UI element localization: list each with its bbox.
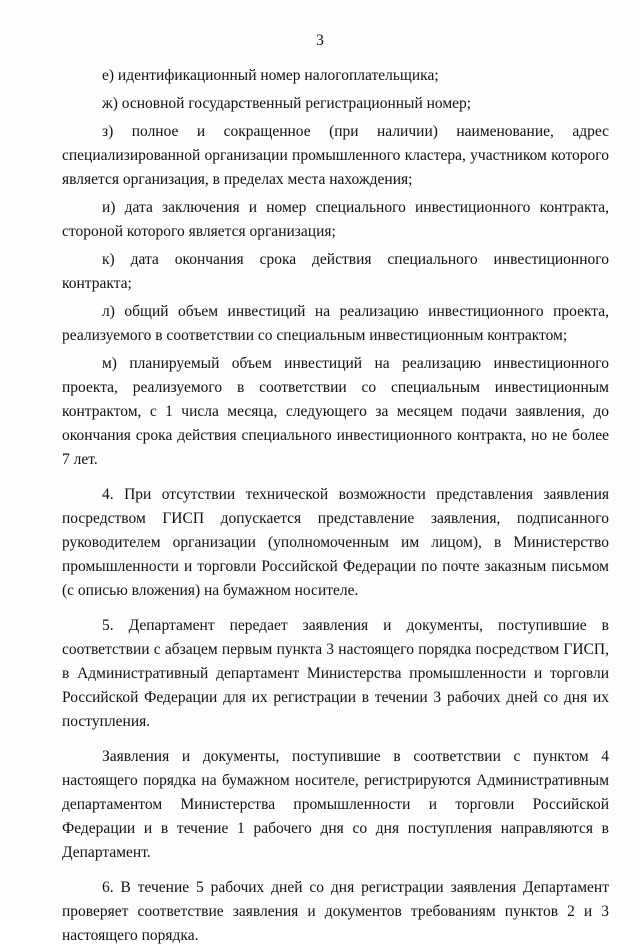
paragraph-point-5: 5. Департамент передает заявления и документы, поступившие в соответствии с абзацем первым пункта 3 настоящего порядка посредством ГИСП, в Административный департамент Министерства промышленности и торговли Российской Федерации для их регистрации в течении 3 рабочих дней со дня их поступления.: [62, 617, 609, 730]
page-number: 3: [316, 32, 324, 49]
paragraph-item-k: к) дата окончания срока действия специального инвестиционного контракта;: [62, 251, 609, 292]
document-body: [62, 64, 609, 952]
paragraph-item-e: е) идентификационный номер налогоплательщика;: [102, 67, 439, 84]
paragraph-point-4: 4. При отсутствии технической возможности представления заявления посредством ГИСП допускается представление заявления, подписанного руководителем организации (уполномоченным им лицом), в Министерство промышленности и торговли Российской Федерации по почте заказным письмом (с описью вложения) на бумажном носителе.: [62, 486, 609, 599]
paragraph-item-i: и) дата заключения и номер специального инвестиционного контракта, стороной которого является организация;: [62, 199, 609, 240]
paragraph-point-6: 6. В течение 5 рабочих дней со дня регистрации заявления Департамент проверяет соответствие заявления и документов требованиям пунктов 2 и 3 настоящего порядка.: [62, 879, 609, 944]
paragraph-paper-applications: Заявления и документы, поступившие в соответствии с пунктом 4 настоящего порядка на бумажном носителе, регистрируются Административным департаментом Министерства промышленности и торговли Российской Федерации и в течение 1 рабочего дня со дня поступления направляются в Департамент.: [62, 748, 609, 861]
paragraph-item-zh: ж) основной государственный регистрационный номер;: [102, 95, 472, 112]
paragraph-item-m: м) планируемый объем инвестиций на реализацию инвестиционного проекта, реализуемого в соответствии со специальным инвестиционным контрактом, с 1 числа месяца, следующего за месяцем подачи заявления, до окончания срока действия специального инвестиционного контракта, но не более 7 лет.: [62, 355, 609, 468]
paragraph-item-l: л) общий объем инвестиций на реализацию инвестиционного проекта, реализуемого в соответствии со специальным инвестиционным контрактом;: [62, 303, 609, 344]
paragraph-item-z: з) полное и сокращенное (при наличии) наименование, адрес специализированной организации промышленного кластера, участником которого является организация, в пределах места нахождения;: [62, 123, 609, 188]
